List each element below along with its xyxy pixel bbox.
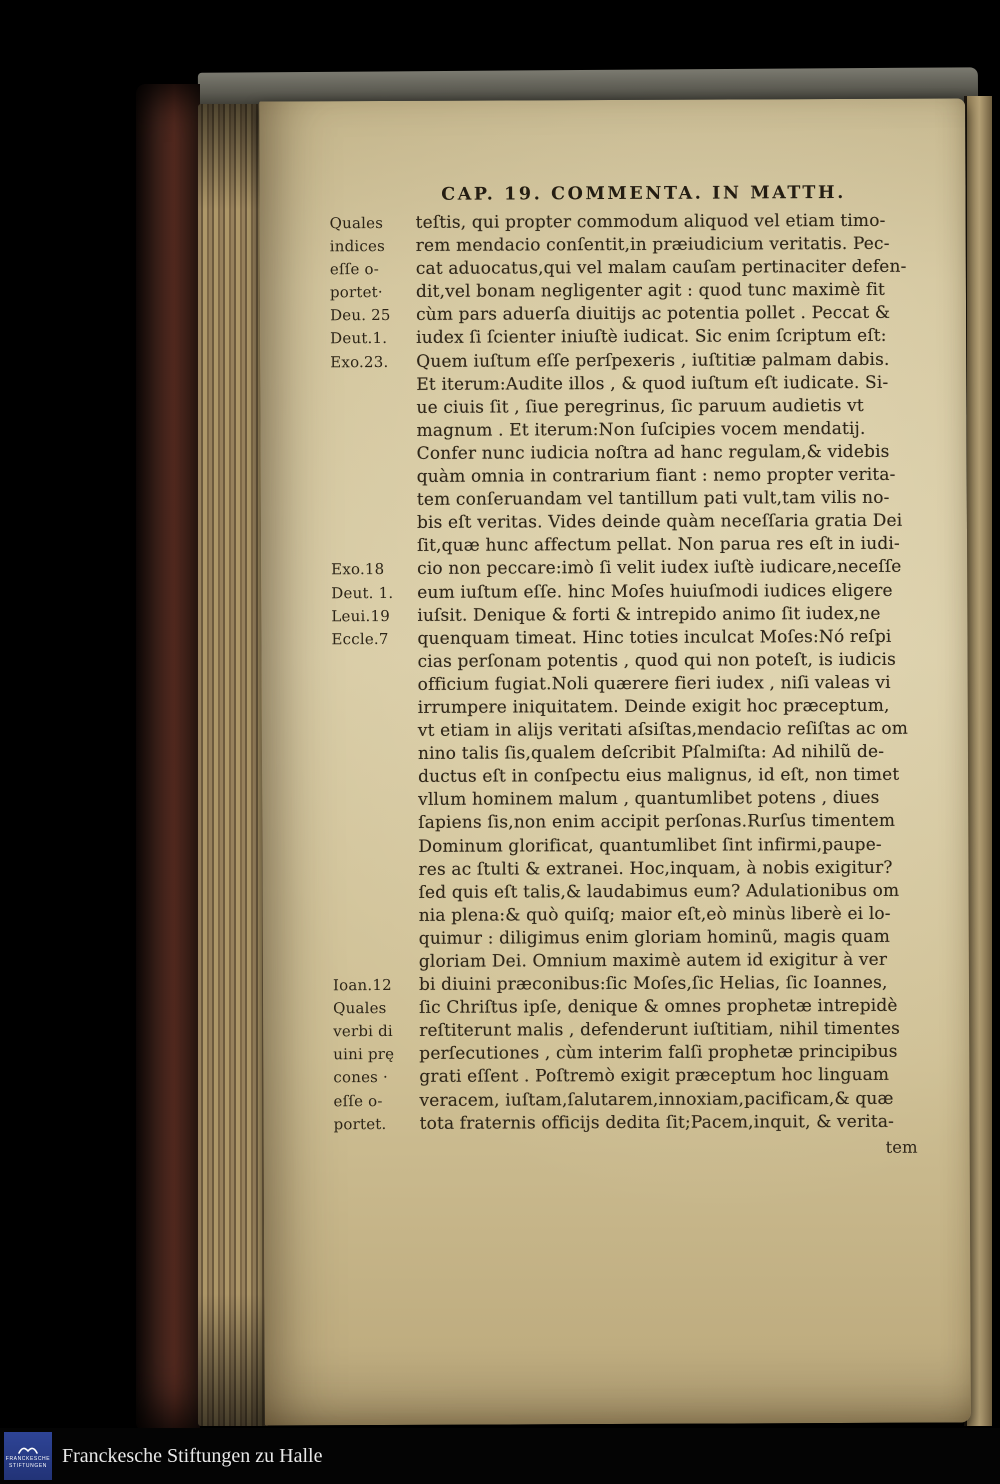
text-line (332, 788, 930, 814)
margin-note: portet. (333, 1114, 387, 1133)
body-line: bi diuini præconibus:ſic Moſes,ſic Helias, ſic Ioannes, (418, 972, 888, 995)
franckesche-stiftungen-logo (4, 1432, 52, 1480)
body-line: ductus eſt in conſpectu eius malignus, id eſt, non timet (418, 765, 900, 788)
margin-note: eſſe o- (329, 260, 380, 279)
body-line: gloriam Dei. Omnium maximè autem id exigitur à ver (418, 949, 888, 972)
body-line: iudex ſi ſcienter iniuſtè iudicat. Sic enim ſcriptum eſt: (416, 326, 887, 349)
text-line (334, 1111, 932, 1137)
margin-note: Leui.19 (331, 606, 390, 625)
book-page (259, 98, 971, 1425)
body-line: veracem, iuſtam,ſalutarem,innoxiam,pacificam,& quæ (419, 1088, 894, 1111)
margin-note: portet· (329, 283, 383, 302)
body-line: quenquam timeat. Hinc toties inculcat Moſes:Nó reſpi (417, 626, 892, 649)
margin-note: Exo.18 (331, 560, 385, 579)
text-line (332, 811, 930, 837)
body-line: cio non peccare:imò ſi velit iudex iuſtè iudicare,neceſſe (417, 557, 902, 580)
body-line: cùm pars aduerſa diuitijs ac potentia pollet . Peccat & (416, 303, 891, 326)
margin-note: Quales (333, 999, 387, 1018)
text-line (331, 557, 929, 583)
body-line: res ac ſtulti & extranei. Hoc,inquam, à nobis exigitur? (418, 857, 893, 880)
text-line (333, 1088, 931, 1114)
text-line (333, 1065, 931, 1091)
body-line: teſtis, qui propter commodum aliquod vel etiam timo- (415, 210, 886, 233)
body-line: quàm omnia in contrarium fiant : nemo propter verita- (416, 464, 896, 487)
body-line: vt etiam in alijs veritati aſsiſtas,mendacio reſiſtas ac om (417, 718, 909, 741)
margin-note: Exo.23. (330, 352, 389, 371)
text-line (332, 649, 930, 675)
running-head: CAP. 19. COMMENTA. IN MATTH. (441, 182, 846, 205)
margin-note: indices (329, 237, 386, 256)
text-line (330, 234, 928, 260)
text-line (332, 696, 930, 722)
text-line (330, 257, 928, 283)
footer-bar (0, 1428, 1000, 1484)
text-line (333, 996, 931, 1022)
text-block (330, 211, 932, 1159)
text-line (333, 880, 931, 906)
body-line: eum iuſtum eſſe. hinc Moſes huiuſmodi iudices eligere (417, 580, 893, 603)
text-line (332, 673, 930, 699)
book-binding (136, 84, 200, 1432)
body-line: ſit,quæ hunc affectum pellat. Non parua res eſt in iudi- (417, 534, 900, 557)
text-line (333, 903, 931, 929)
logo-text-line2: STIFTUNGEN (9, 1462, 47, 1469)
text-line (330, 372, 928, 398)
text-line (333, 927, 931, 953)
text-line (331, 534, 929, 560)
text-line (331, 488, 929, 514)
logo-bird-icon (17, 1444, 39, 1455)
margin-note: verbi di (333, 1022, 393, 1041)
margin-note: cones · (333, 1068, 389, 1087)
body-line: ſapiens ſis,non enim accipit perſonas.Rurſus timentem (418, 811, 896, 834)
margin-note: Quales (329, 214, 384, 233)
catchword: tem (885, 1137, 918, 1157)
text-line (333, 950, 931, 976)
text-line (331, 580, 929, 606)
body-line: reſtiterunt malis , defenderunt iuſtitiam, nihil timentes (419, 1019, 901, 1042)
body-line: officium fugiat.Noli quærere fieri iudex , niſi valeas vi (417, 672, 891, 695)
body-line: rem mendacio conſentit,in præiudicium veritatis. Pec- (415, 233, 890, 256)
margin-note: Deut. 1. (331, 583, 394, 602)
margin-note: eſſe o- (333, 1091, 383, 1110)
body-line: Quem iuſtum eſſe perſpexeris , iuſtitiæ palmam dabis. (416, 349, 890, 372)
text-line (332, 742, 930, 768)
body-line: perſecutiones , cùm interim falſi prophetæ principibus (419, 1042, 898, 1065)
text-line (330, 211, 928, 237)
text-line (333, 1042, 931, 1068)
text-line (330, 349, 928, 375)
text-line (333, 1019, 931, 1045)
body-line: quimur : diligimus enim gloriam hominũ, magis quam (418, 926, 891, 949)
page-edge-stack (198, 104, 268, 1426)
text-line (330, 303, 928, 329)
text-line (331, 511, 929, 537)
institution-name: Franckesche Stiftungen zu Halle (62, 1444, 323, 1467)
text-line (331, 418, 929, 444)
body-line: Confer nunc iudicia noſtra ad hanc regulam,& videbis (416, 441, 890, 464)
body-line: iuſsit. Denique & forti & intrepido animo ſit iudex,ne (417, 603, 881, 626)
body-line: nia plena:& quò quiſq; maior eſt,eò minùs liberè ei lo- (418, 903, 891, 926)
body-line: Et iterum:Audite illos , & quod iuſtum eſt iudicate. Si- (416, 372, 889, 395)
body-line: Dominum glorificat, quantumlibet ſint infirmi,paupe- (418, 834, 882, 857)
text-line (332, 834, 930, 860)
text-line (331, 465, 929, 491)
body-line: grati eſſent . Poſtremò exigit præceptum hoc linguam (419, 1065, 890, 1088)
margin-note: Eccle.7 (331, 629, 389, 648)
body-line: magnum . Et iterum:Non ſuſcipies vocem mendatij. (416, 418, 866, 441)
text-line (330, 326, 928, 352)
text-line (332, 765, 930, 791)
body-line: vllum hominem malum , quantumlibet potens , diues (418, 788, 880, 811)
body-line: irrumpere iniquitatem. Deinde exigit hoc præceptum, (417, 695, 890, 718)
body-line: ſic Chriſtus ipſe, denique & omnes prophetæ intrepidè (419, 995, 898, 1019)
text-line (332, 719, 930, 745)
logo-text-line1: FRANCKESCHE (5, 1455, 51, 1462)
text-line (330, 280, 928, 306)
text-line (332, 857, 930, 883)
body-line: dit,vel bonam negligenter agit : quod tunc maximè fit (415, 280, 886, 303)
margin-note: uini prę (333, 1045, 395, 1064)
body-line: cat aduocatus,qui vel malam cauſam pertinaciter defen- (415, 256, 907, 280)
text-line (331, 626, 929, 652)
body-line: nino talis ſis,qualem deſcribit Pſalmiſta: Ad nihilũ de- (417, 741, 885, 765)
body-line: tem conſeruandam vel tantillum pati vult,tam vilis no- (416, 487, 890, 510)
body-line: ue ciuis ſit , ſiue peregrinus, ſic paruum audietis vt (416, 395, 864, 418)
body-line: tota fraternis officijs dedita ſit;Pacem,inquit, & verita- (419, 1111, 895, 1134)
body-line: ſed quis eſt talis,& laudabimus eum? Adulationibus om (418, 880, 900, 903)
margin-note: Ioan.12 (332, 976, 392, 995)
text-line (331, 603, 929, 629)
body-line: cias perſonam potentis , quod qui non poteſt, is iudicis (417, 649, 897, 672)
text-line (333, 973, 931, 999)
margin-note: Deut.1. (330, 329, 388, 348)
text-line (330, 395, 928, 421)
body-line: bis eſt veritas. Vides deinde quàm neceſſaria gratia Dei (416, 510, 903, 534)
text-line (331, 442, 929, 468)
margin-note: Deu. 25 (330, 306, 391, 325)
